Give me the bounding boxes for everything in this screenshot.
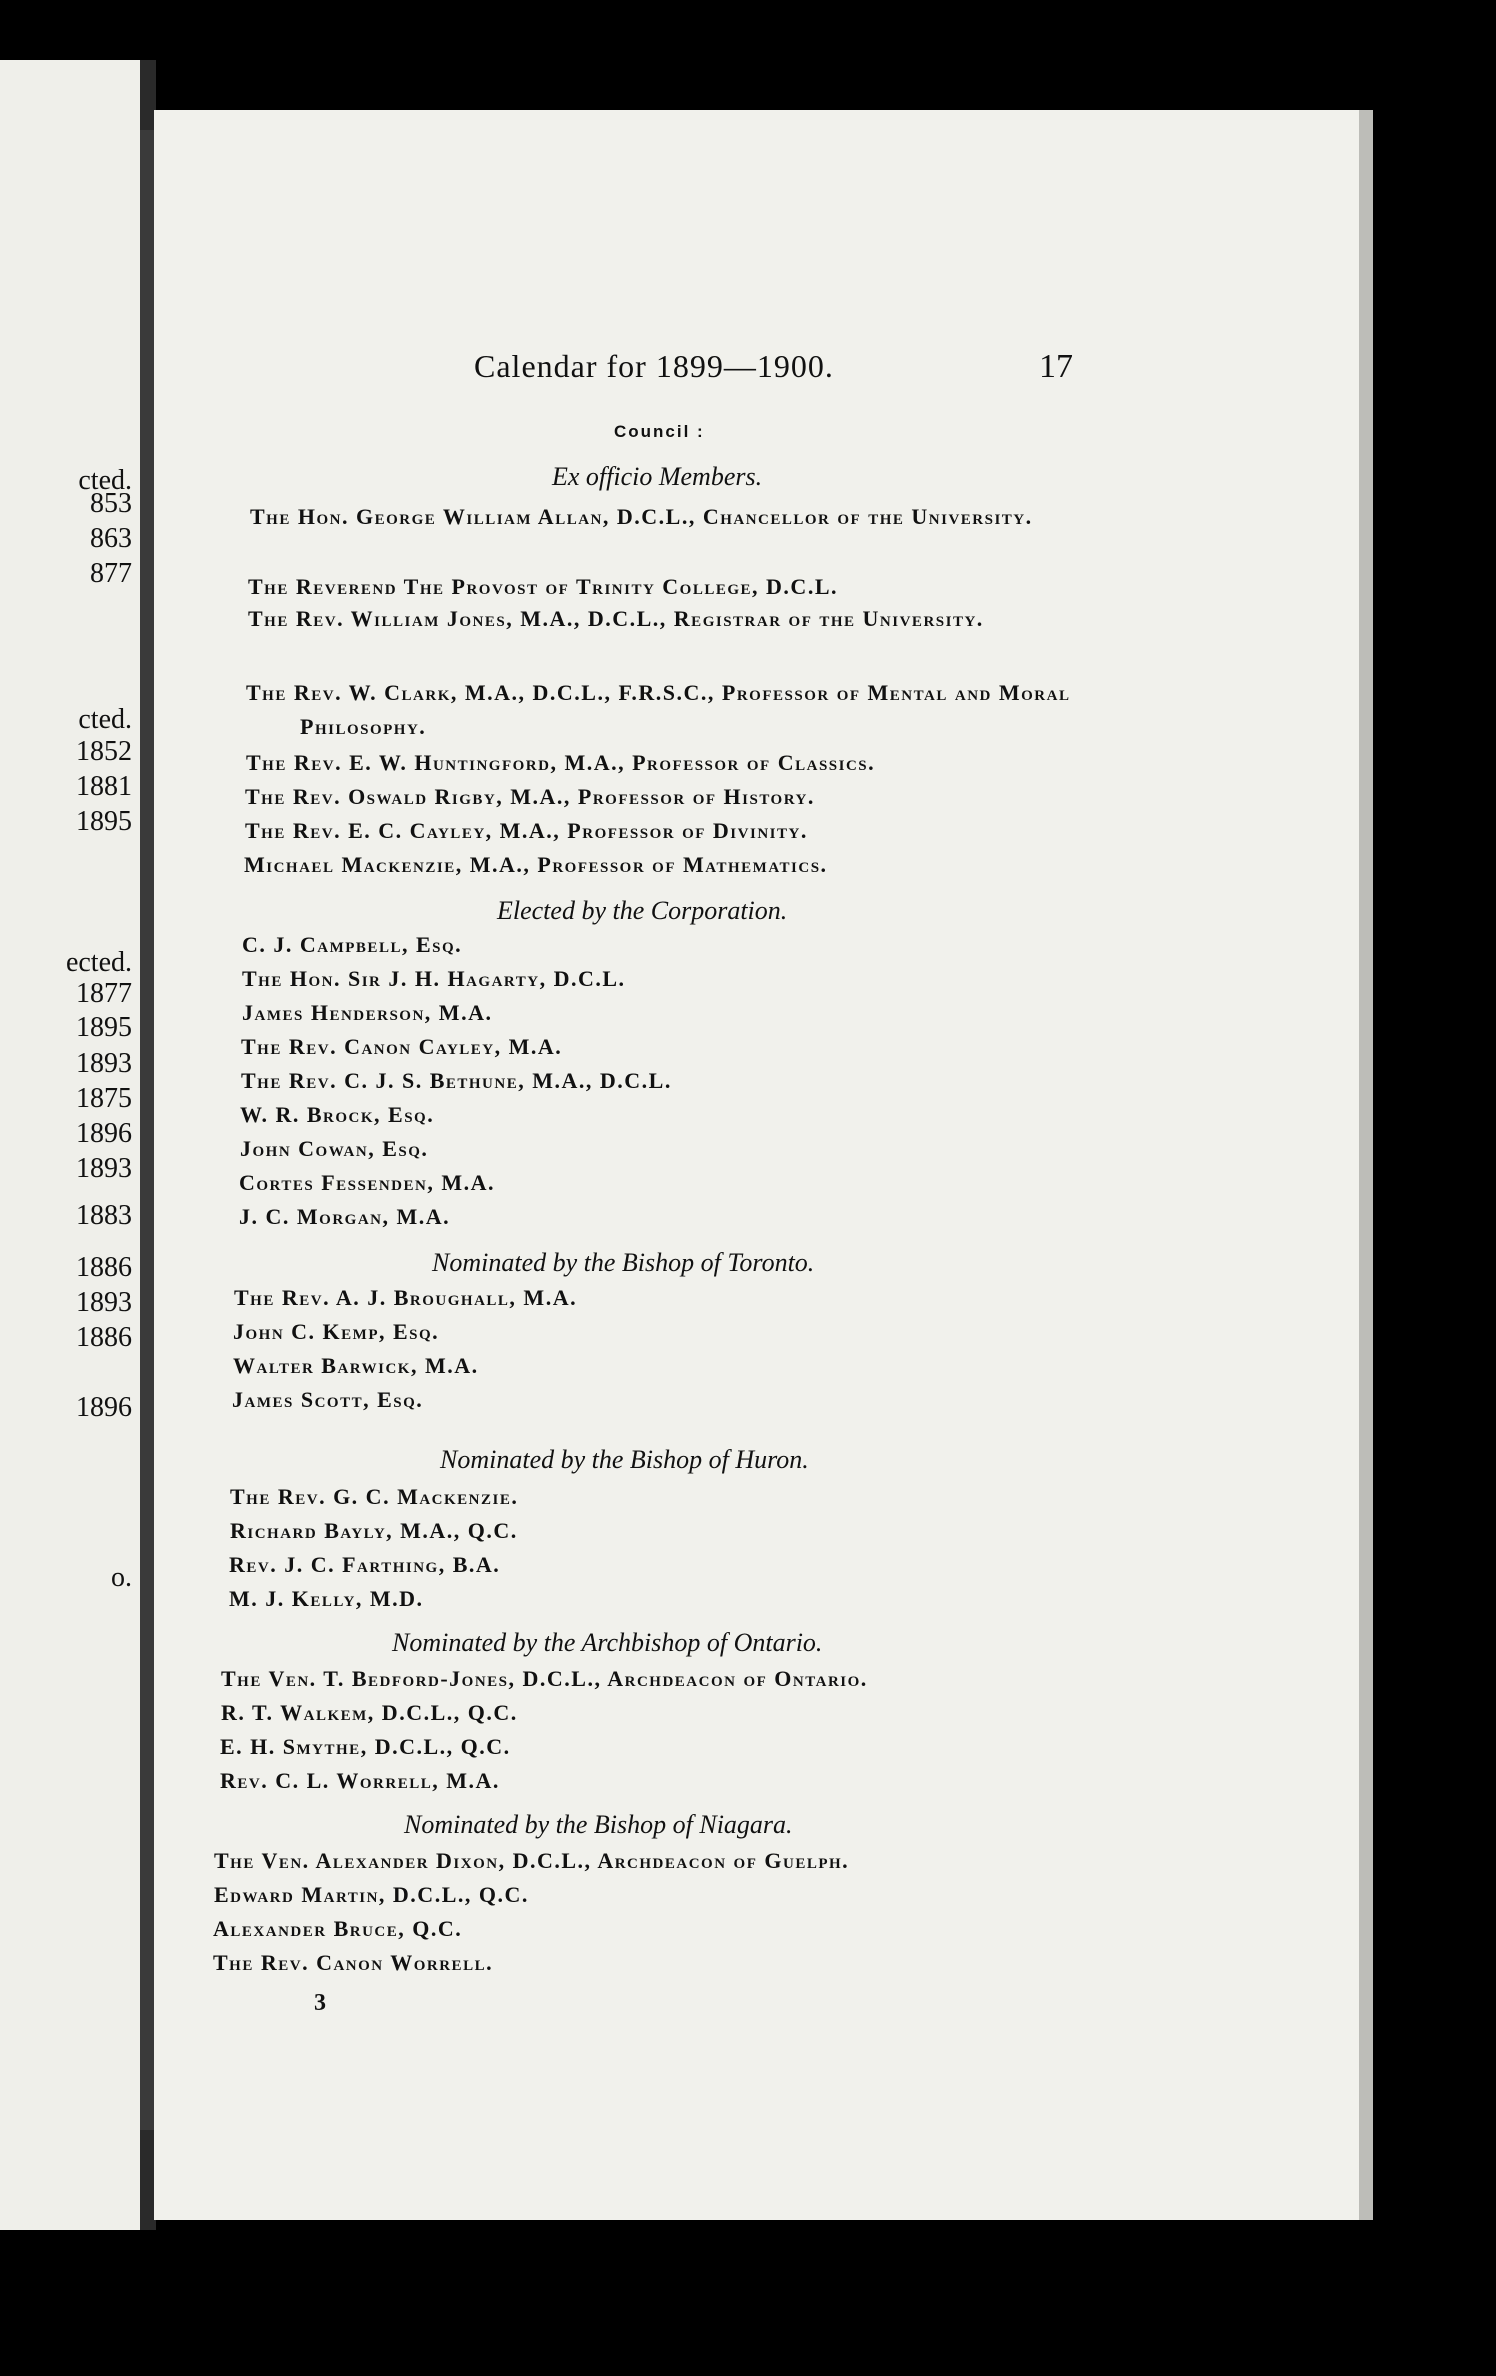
member-entry: The Rev. G. C. Mackenzie. bbox=[230, 1484, 519, 1509]
left-fragment: 863 bbox=[90, 523, 132, 554]
page-number: 17 bbox=[1039, 348, 1073, 385]
member-entry: The Rev. E. W. Huntingford, M.A., Professor of Classics. bbox=[246, 750, 876, 775]
left-fragment: 853 bbox=[90, 488, 132, 519]
left-fragment: o. bbox=[111, 1562, 132, 1593]
member-entry: Rev. J. C. Farthing, B.A. bbox=[229, 1552, 501, 1577]
left-fragment: 1895 bbox=[76, 1012, 132, 1043]
left-fragment: 1883 bbox=[76, 1200, 132, 1231]
left-fragment: cted. bbox=[78, 465, 132, 496]
member-entry: The Rev. E. C. Cayley, M.A., Professor of Divinity. bbox=[245, 818, 808, 843]
left-fragment: 1896 bbox=[76, 1392, 132, 1423]
left-fragment: 1893 bbox=[76, 1287, 132, 1318]
member-entry: Alexander Bruce, Q.C. bbox=[213, 1916, 463, 1941]
member-entry: The Rev. W. Clark, M.A., D.C.L., F.R.S.C., Professor of Mental and Moral Philosophy. bbox=[246, 680, 1071, 739]
member-entry: M. J. Kelly, M.D. bbox=[229, 1586, 424, 1611]
left-fragment: 1875 bbox=[76, 1083, 132, 1114]
member-entry: The Ven. Alexander Dixon, D.C.L., Archdeacon of Guelph. bbox=[214, 1848, 850, 1873]
member-entry: Rev. C. L. Worrell, M.A. bbox=[220, 1768, 500, 1793]
member-entry: The Ven. T. Bedford-Jones, D.C.L., Archdeacon of Ontario. bbox=[221, 1666, 868, 1691]
section-heading: Nominated by the Bishop of Niagara. bbox=[404, 1810, 793, 1839]
left-fragment: cted. bbox=[78, 704, 132, 735]
member-entry: The Rev. Canon Cayley, M.A. bbox=[241, 1034, 563, 1059]
member-entry: C. J. Campbell, Esq. bbox=[242, 932, 463, 957]
member-entry: James Scott, Esq. bbox=[232, 1387, 424, 1412]
book-spine bbox=[140, 130, 154, 2130]
left-fragment: ected. bbox=[65, 947, 132, 978]
section-heading: Nominated by the Bishop of Huron. bbox=[440, 1445, 809, 1474]
council-heading: Council : bbox=[614, 422, 705, 441]
section-heading: Elected by the Corporation. bbox=[497, 896, 788, 925]
member-entry: Richard Bayly, M.A., Q.C. bbox=[230, 1518, 518, 1543]
member-entry: John Cowan, Esq. bbox=[240, 1136, 429, 1161]
left-fragment: 1886 bbox=[76, 1252, 132, 1283]
member-entry: R. T. Walkem, D.C.L., Q.C. bbox=[221, 1700, 518, 1725]
section-heading: Ex officio Members. bbox=[552, 462, 763, 491]
left-fragment: 1893 bbox=[76, 1153, 132, 1184]
member-entry: J. C. Morgan, M.A. bbox=[239, 1204, 451, 1229]
left-fragment: 1886 bbox=[76, 1322, 132, 1353]
left-page-fragment bbox=[0, 60, 156, 2230]
section-heading: Nominated by the Archbishop of Ontario. bbox=[392, 1628, 823, 1657]
left-fragment: 1881 bbox=[76, 771, 132, 802]
member-entry: The Rev. A. J. Broughall, M.A. bbox=[234, 1285, 578, 1310]
member-entry: The Rev. Canon Worrell. bbox=[213, 1950, 494, 1975]
member-entry: The Hon. George William Allan, D.C.L., Chancellor of the University. bbox=[250, 504, 1033, 529]
member-entry: The Rev. C. J. S. Bethune, M.A., D.C.L. bbox=[241, 1068, 672, 1093]
document-page bbox=[154, 110, 1373, 2220]
member-entry: Edward Martin, D.C.L., Q.C. bbox=[214, 1882, 529, 1907]
member-entry: The Rev. William Jones, M.A., D.C.L., Registrar of the University. bbox=[248, 606, 984, 631]
member-entry: John C. Kemp, Esq. bbox=[233, 1319, 440, 1344]
member-entry: E. H. Smythe, D.C.L., Q.C. bbox=[220, 1734, 511, 1759]
member-entry: Cortes Fessenden, M.A. bbox=[239, 1170, 495, 1195]
member-entry: The Rev. Oswald Rigby, M.A., Professor of History. bbox=[245, 784, 815, 809]
left-fragment: 1877 bbox=[76, 978, 132, 1009]
member-entry: Michael Mackenzie, M.A., Professor of Mathematics. bbox=[244, 852, 828, 877]
left-fragment: 1895 bbox=[76, 806, 132, 837]
member-entry: The Hon. Sir J. H. Hagarty, D.C.L. bbox=[242, 966, 626, 991]
section-heading: Nominated by the Bishop of Toronto. bbox=[432, 1248, 815, 1277]
left-fragment: 1852 bbox=[76, 736, 132, 767]
member-entry: The Reverend The Provost of Trinity College, D.C.L. bbox=[248, 574, 838, 599]
member-entry: James Henderson, M.A. bbox=[242, 1000, 493, 1025]
left-fragment: 1893 bbox=[76, 1048, 132, 1079]
page-title: Calendar for 1899—1900. bbox=[474, 348, 834, 384]
left-fragment: 1896 bbox=[76, 1118, 132, 1149]
member-entry: W. R. Brock, Esq. bbox=[240, 1102, 435, 1127]
left-fragment: 877 bbox=[90, 558, 132, 589]
signature-mark: 3 bbox=[314, 1990, 326, 2016]
member-entry: Walter Barwick, M.A. bbox=[233, 1353, 479, 1378]
